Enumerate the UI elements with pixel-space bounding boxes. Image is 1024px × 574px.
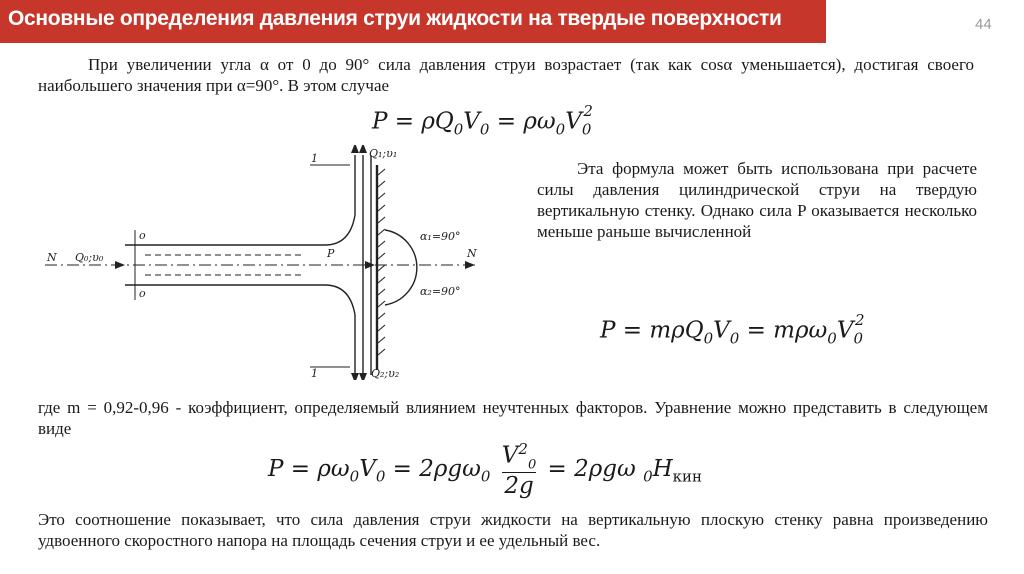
jet-diagram <box>5 145 515 380</box>
label-n-left: N <box>47 251 57 264</box>
label-top-outlet: Q₁;υ₁ <box>369 147 398 160</box>
slide-title: Основные определения давления струи жидкости на твердые поверхности <box>8 7 782 30</box>
page-number: 44 <box>975 16 992 33</box>
label-n-right: N <box>467 247 477 260</box>
label-one-top: 1 <box>311 152 318 165</box>
label-inlet: Q₀;υ₀ <box>75 251 104 264</box>
label-bottom-outlet: Q₂;υ₂ <box>371 367 400 380</box>
paragraph-formula-note: Эта формула может быть использована при расчете силы давления цилиндрической струи на твердую вертикальную стенку. Однако сила P оказывается несколько меньше раньше вычисленной <box>537 159 977 241</box>
label-one-bottom: 1 <box>311 367 318 380</box>
equation-2: $P = m\rho Q_0V_0 = m\rho\omega_0V_0^2$ <box>600 311 865 348</box>
label-o-bottom: о <box>139 287 146 300</box>
label-p: P <box>327 247 335 260</box>
label-alpha2: α₂=90° <box>420 285 461 298</box>
paragraph-coefficient: где m = 0,92-0,96 - коэффициент, определяемый влиянием неучтенных факторов. Уравнение можно представить в следующем виде <box>38 398 988 438</box>
paragraph-intro: При увеличении угла α от 0 до 90° сила давления струи возрастает (так как cosα уменьшается), достигая своего наибольшего значения при α=90°. В этом случае <box>38 55 974 95</box>
label-o-top: о <box>139 229 146 242</box>
equation-1: $P = \rho Q_0V_0 = \rho\omega_0V_0^2$ <box>372 102 593 139</box>
title-bar <box>0 0 826 43</box>
paragraph-conclusion: Это соотношение показывает, что сила давления струи жидкости на вертикальную плоскую стенку равна произведению удвоенного скоростного напора на площадь сечения струи и ее удельный вес. <box>38 510 988 550</box>
equation-3: $P = \rho\omega_0V_0 = 2\rho g\omega_0$ $\frac{V^2_0}{2g}$ = 2ρgω $_0H_{кин}$ <box>268 440 703 500</box>
label-alpha1: α₁=90° <box>420 230 461 243</box>
